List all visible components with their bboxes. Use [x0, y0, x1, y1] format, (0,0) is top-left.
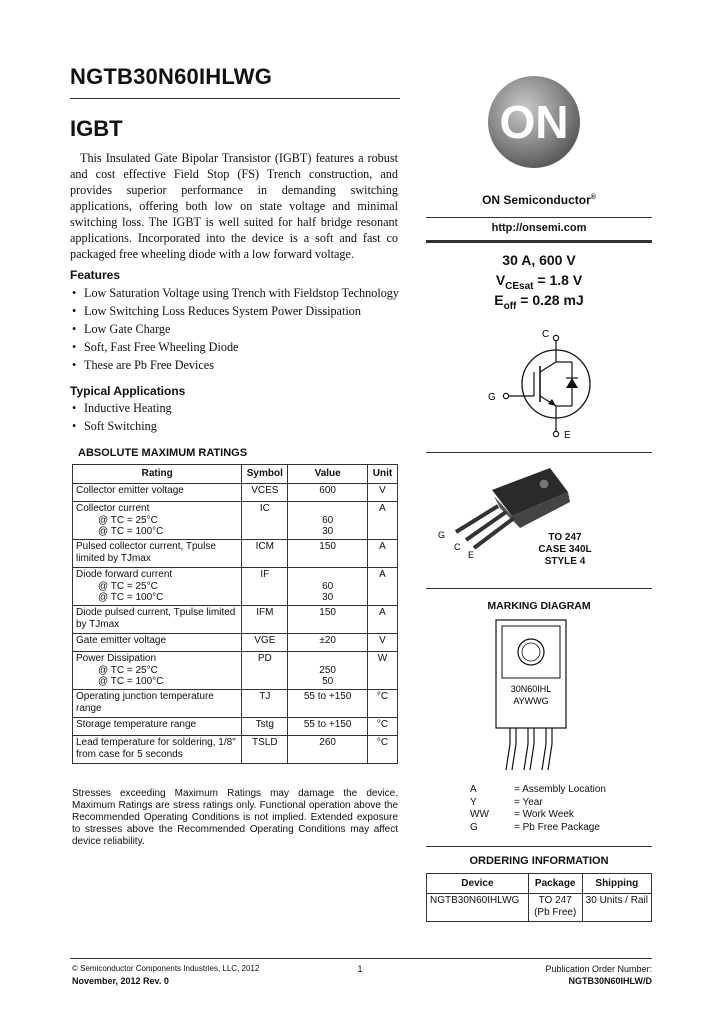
copyright-text: © Semiconductor Components Industries, LLC, 2012 [72, 964, 260, 973]
list-item: • Soft, Fast Free Wheeling Diode [72, 340, 239, 354]
value-cell: 60 30 [288, 502, 368, 540]
bullet-icon: • [72, 340, 77, 354]
column-header-shipping: Shipping [582, 874, 651, 894]
bullet-icon: • [72, 419, 77, 433]
brand-name: ON Semiconductor® [482, 193, 596, 207]
unit-cell: W [368, 652, 398, 690]
spec-vcesat: $V_{CEsat} = 1.8$ V [495, 272, 583, 292]
unit-cell: °C [368, 718, 398, 736]
rating-cell: Operating junction temperature range [73, 690, 242, 718]
collector-label: C [542, 329, 550, 340]
column-header-symbol: Symbol [242, 465, 288, 484]
symbol-cell: VCES [242, 484, 288, 502]
rating-cell: Collector emitter voltage [73, 484, 242, 502]
divider [426, 588, 652, 589]
ratings-heading: ABSOLUTE MAXIMUM RATINGS [78, 447, 248, 459]
bullet-icon: • [72, 401, 77, 415]
ratings-table [72, 464, 398, 764]
legend-item: A = Assembly Location [470, 784, 606, 795]
table-row [73, 606, 398, 634]
rating-cell: Collector current @ TC = 25°C @ TC = 100°C [73, 502, 242, 540]
marking-diagram [482, 618, 582, 778]
applications-list [70, 399, 370, 435]
unit-cell: A [368, 502, 398, 540]
pin-c-label: C [454, 542, 461, 552]
value-cell: 55 to +150 [288, 718, 368, 736]
divider [426, 217, 652, 218]
gate-label: G [488, 392, 496, 403]
on-semiconductor-logo [486, 74, 582, 170]
publication-label: Publication Order Number: [545, 964, 652, 974]
unit-cell: V [368, 484, 398, 502]
package-cell: TO 247 (Pb Free) [528, 894, 582, 922]
list-item: • Low Switching Loss Reduces System Power Dissipation [72, 304, 361, 318]
unit-cell: °C [368, 736, 398, 764]
ordering-table [426, 873, 652, 922]
bullet-icon: • [72, 286, 77, 300]
unit-cell: A [368, 606, 398, 634]
column-header-rating: Rating [73, 465, 242, 484]
divider [426, 846, 652, 847]
pin-g-label: G [438, 530, 446, 540]
column-header-device: Device [427, 874, 529, 894]
ordering-info-heading: ORDERING INFORMATION [469, 855, 609, 867]
table-row [73, 718, 398, 736]
rating-cell: Diode forward current @ TC = 25°C @ TC = 100°C [73, 568, 242, 606]
symbol-cell: TSLD [242, 736, 288, 764]
pin-e-label: E [468, 550, 475, 560]
symbol-cell: IC [242, 502, 288, 540]
symbol-cell: IFM [242, 606, 288, 634]
list-item: • Inductive Heating [72, 401, 172, 415]
marking-line-1: 30N60IHL [510, 684, 552, 694]
value-cell: 150 [288, 540, 368, 568]
spec-current-voltage: 30 A, 600 V [502, 252, 576, 268]
table-row [427, 894, 652, 922]
value-cell: 600 [288, 484, 368, 502]
table-row [73, 540, 398, 568]
unit-cell: °C [368, 690, 398, 718]
device-type-heading: IGBT [70, 116, 123, 141]
value-cell: 60 30 [288, 568, 368, 606]
table-row [73, 634, 398, 652]
spec-eoff: $E_{off} = 0.28$ mJ [494, 292, 584, 312]
table-row [73, 568, 398, 606]
symbol-cell: VGE [242, 634, 288, 652]
title-divider [70, 98, 400, 99]
value-cell: ±20 [288, 634, 368, 652]
marking-line-2: AYWWG [513, 696, 549, 706]
value-cell: 260 [288, 736, 368, 764]
website-link[interactable]: http://onsemi.com [491, 222, 587, 234]
column-header-value: Value [288, 465, 368, 484]
package-info: TO 247 CASE 340L STYLE 4 [538, 532, 592, 567]
value-cell: 150 [288, 606, 368, 634]
part-number-title: NGTB30N60IHLWG [70, 64, 273, 89]
table-row [73, 652, 398, 690]
symbol-cell: ICM [242, 540, 288, 568]
column-header-package: Package [528, 874, 582, 894]
rating-cell: Lead temperature for soldering, 1/8" from case for 5 seconds [73, 736, 242, 764]
intro-paragraph: This Insulated Gate Bipolar Transistor (IGBT) features a robust and cost effective Field Stop (FS) Trench construction, and provides superior performance in demanding switching applications, offering both low on state voltage and minimal switching loss. The IGBT is well suited for half bridge resonant applications. Incorporated into the device is a soft and fast co packaged free wheeling diode with a low forward voltage. [70, 151, 398, 261]
list-item: • Low Saturation Voltage using Trench with Fieldstop Technology [72, 286, 399, 300]
unit-cell: V [368, 634, 398, 652]
emitter-label: E [564, 430, 571, 441]
table-row [73, 690, 398, 718]
unit-cell: A [368, 540, 398, 568]
ratings-note: Stresses exceeding Maximum Ratings may damage the device. Maximum Ratings are stress ratings only. Functional operation above the Recommended Operating Conditions is not implied. Extended exposure to stresses above the Recommended Operating Conditions may affect device reliability. [72, 788, 398, 847]
rating-cell: Pulsed collector current, Tpulse limited by TJmax [73, 540, 242, 568]
legend-item: Y = Year [470, 796, 543, 808]
page-number: 1 [357, 964, 363, 974]
features-list [70, 284, 410, 374]
legend-item: WW = Work Week [470, 809, 574, 820]
list-item: • Low Gate Charge [72, 322, 171, 336]
igbt-schematic [486, 326, 596, 446]
features-heading: Features [70, 268, 121, 282]
applications-heading: Typical Applications [70, 384, 186, 398]
bullet-icon: • [72, 358, 77, 372]
legend-item: G = Pb Free Package [470, 821, 600, 833]
bullet-icon: • [72, 304, 77, 318]
table-row [73, 484, 398, 502]
symbol-cell: Tstg [242, 718, 288, 736]
publication-number: NGTB30N60IHLW/D [568, 976, 652, 986]
rating-cell: Diode pulsed current, Tpulse limited by TJmax [73, 606, 242, 634]
table-row [73, 736, 398, 764]
table-header-row [73, 465, 398, 484]
logo-text: ON [499, 96, 569, 148]
bullet-icon: • [72, 322, 77, 336]
divider [426, 452, 652, 453]
shipping-cell: 30 Units / Rail [582, 894, 651, 922]
footer-divider [70, 958, 652, 959]
marking-legend [470, 784, 606, 834]
value-cell: 250 50 [288, 652, 368, 690]
rating-cell: Power Dissipation @ TC = 25°C @ TC = 100°C [73, 652, 242, 690]
rating-cell: Gate emitter voltage [73, 634, 242, 652]
value-cell: 55 to +150 [288, 690, 368, 718]
rating-cell: Storage temperature range [73, 718, 242, 736]
symbol-cell: IF [242, 568, 288, 606]
divider [426, 240, 652, 243]
list-item: • Soft Switching [72, 419, 157, 433]
unit-cell: A [368, 568, 398, 606]
table-row [73, 502, 398, 540]
list-item: • These are Pb Free Devices [72, 358, 214, 372]
revision-date: November, 2012 Rev. 0 [72, 976, 169, 986]
device-cell: NGTB30N60IHLWG [427, 894, 529, 922]
column-header-unit: Unit [368, 465, 398, 484]
table-header-row [427, 874, 652, 894]
marking-diagram-heading: MARKING DIAGRAM [487, 600, 591, 612]
symbol-cell: PD [242, 652, 288, 690]
symbol-cell: TJ [242, 690, 288, 718]
